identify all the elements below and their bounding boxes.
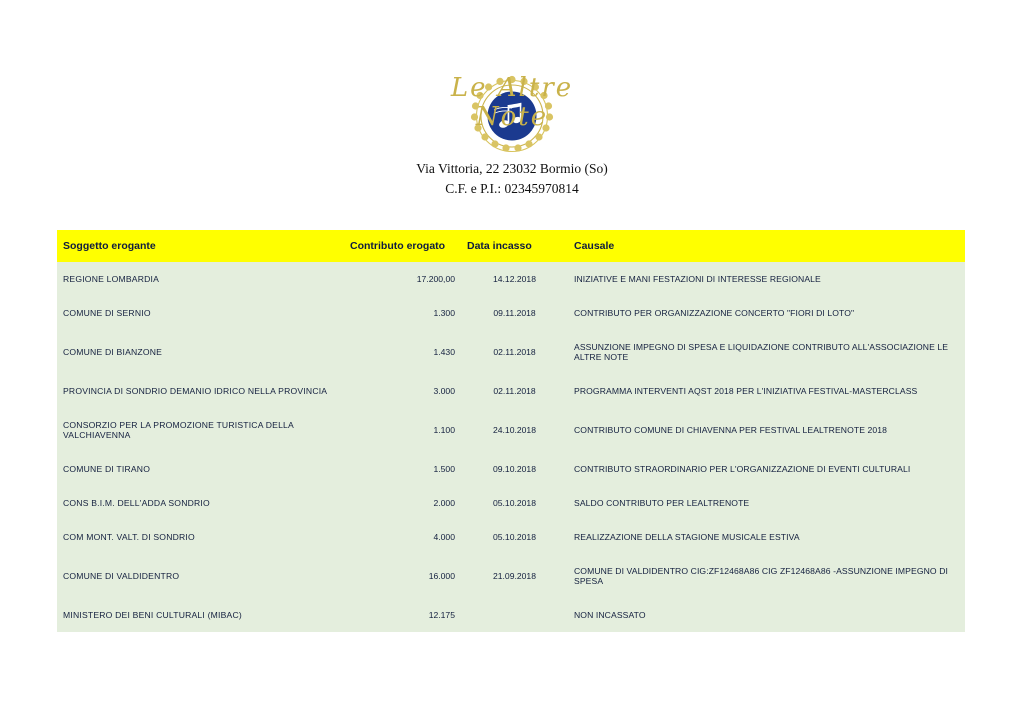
cell-causale: CONTRIBUTO STRAORDINARIO PER L'ORGANIZZAZIONE DI EVENTI CULTURALI xyxy=(568,452,965,486)
cell-data: 05.10.2018 xyxy=(461,520,568,554)
cell-soggetto: COMUNE DI VALDIDENTRO xyxy=(57,554,344,598)
table-row xyxy=(57,374,965,408)
column-header-data: Data incasso xyxy=(461,230,568,262)
table-row xyxy=(57,330,965,374)
cell-data: 24.10.2018 xyxy=(461,408,568,452)
cell-contributo: 12.175 xyxy=(344,598,461,632)
contributions-table-wrap xyxy=(57,230,949,632)
cell-causale: COMUNE DI VALDIDENTRO CIG:ZF12468A86 CIG ZF12468A86 -ASSUNZIONE IMPEGNO DI SPESA xyxy=(568,554,965,598)
table-head xyxy=(57,230,965,262)
column-header-contributo: Contributo erogato xyxy=(344,230,461,262)
table-row xyxy=(57,408,965,452)
cell-soggetto: COM MONT. VALT. DI SONDRIO xyxy=(57,520,344,554)
cell-causale: NON INCASSATO xyxy=(568,598,965,632)
cell-contributo: 4.000 xyxy=(344,520,461,554)
cell-data: 21.09.2018 xyxy=(461,554,568,598)
cell-soggetto: COMUNE DI SERNIO xyxy=(57,296,344,330)
cell-soggetto: PROVINCIA DI SONDRIO DEMANIO IDRICO NELLA PROVINCIA xyxy=(57,374,344,408)
cell-causale: SALDO CONTRIBUTO PER LEALTRENOTE xyxy=(568,486,965,520)
column-header-causale: Causale xyxy=(568,230,965,262)
table-row xyxy=(57,554,965,598)
cell-contributo: 1.500 xyxy=(344,452,461,486)
cell-contributo: 1.300 xyxy=(344,296,461,330)
cell-data: 02.11.2018 xyxy=(461,330,568,374)
cell-soggetto: MINISTERO DEI BENI CULTURALI (MIBAC) xyxy=(57,598,344,632)
column-header-soggetto: Soggetto erogante xyxy=(57,230,344,262)
cell-causale: REALIZZAZIONE DELLA STAGIONE MUSICALE ESTIVA xyxy=(568,520,965,554)
cell-causale: ASSUNZIONE IMPEGNO DI SPESA E LIQUIDAZIONE CONTRIBUTO ALL'ASSOCIAZIONE LE ALTRE NOTE xyxy=(568,330,965,374)
cell-data: 05.10.2018 xyxy=(461,486,568,520)
table-row xyxy=(57,598,965,632)
cell-data xyxy=(461,598,568,632)
cell-contributo: 17.200,00 xyxy=(344,262,461,296)
cell-soggetto: CONS B.I.M. DELL'ADDA SONDRIO xyxy=(57,486,344,520)
cell-soggetto: CONSORZIO PER LA PROMOZIONE TURISTICA DELLA VALCHIAVENNA xyxy=(57,408,344,452)
address-line-1: Via Vittoria, 22 23032 Bormio (So) xyxy=(416,161,608,176)
cell-data: 14.12.2018 xyxy=(461,262,568,296)
cell-data: 09.10.2018 xyxy=(461,452,568,486)
table-row xyxy=(57,486,965,520)
table-body xyxy=(57,262,965,632)
table-row xyxy=(57,452,965,486)
cell-data: 09.11.2018 xyxy=(461,296,568,330)
cell-causale: PROGRAMMA INTERVENTI AQST 2018 PER L'INIZIATIVA FESTIVAL-MASTERCLASS xyxy=(568,374,965,408)
cell-soggetto: COMUNE DI TIRANO xyxy=(57,452,344,486)
cell-contributo: 1.100 xyxy=(344,408,461,452)
table-row xyxy=(57,262,965,296)
cell-soggetto: COMUNE DI BIANZONE xyxy=(57,330,344,374)
logo-script-text: Le Altre Note xyxy=(450,73,574,132)
table-row xyxy=(57,296,965,330)
cell-contributo: 1.430 xyxy=(344,330,461,374)
cell-contributo: 16.000 xyxy=(344,554,461,598)
cell-causale: CONTRIBUTO PER ORGANIZZAZIONE CONCERTO "FIORI DI LOTO" xyxy=(568,296,965,330)
cell-data: 02.11.2018 xyxy=(461,374,568,408)
table-row xyxy=(57,520,965,554)
cell-causale: CONTRIBUTO COMUNE DI CHIAVENNA PER FESTIVAL LEALTRENOTE 2018 xyxy=(568,408,965,452)
table-header-row xyxy=(57,230,965,262)
cell-soggetto: REGIONE LOMBARDIA xyxy=(57,262,344,296)
letterhead xyxy=(0,73,1024,198)
cell-contributo: 3.000 xyxy=(344,374,461,408)
address-line-2: C.F. e P.I.: 02345970814 xyxy=(445,181,579,197)
logo-wrap xyxy=(437,74,587,158)
contributions-table xyxy=(57,230,965,632)
cell-contributo: 2.000 xyxy=(344,486,461,520)
cell-causale: INIZIATIVE E MANI FESTAZIONI DI INTERESSE REGIONALE xyxy=(568,262,965,296)
